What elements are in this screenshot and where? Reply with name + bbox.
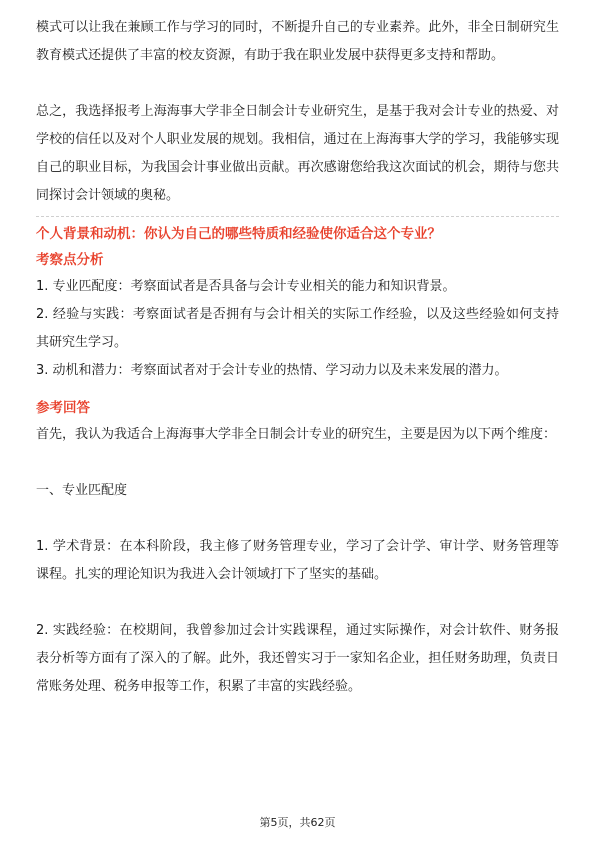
answer-item-1: 1. 学术背景：在本科阶段，我主修了财务管理专业，学习了会计学、审计学、财务管理等课程。扎实的理论知识为我进入会计领域打下了坚实的基础。 [36,539,559,582]
spacer [36,70,559,98]
spacer [36,505,559,533]
question-title: 个人背景和动机：你认为自己的哪些特质和经验使你适合这个专业？ [36,226,441,242]
paragraph-summary: 总之，我选择报考上海海事大学非全日制会计专业研究生，是基于我对会计专业的热爱、对学校的信任以及对个人职业发展的规划。我相信，通过在上海海事大学的学习，我能够实现自己的职业目标，为我国会计事业做出贡献。再次感谢您给我这次面试的机会，期待与您共同探讨会计领域的奥秘。 [36,104,559,203]
answer-heading: 参考回答 [36,400,90,416]
analysis-point-2: 2. 经验与实践：考察面试者是否拥有与会计相关的实际工作经验，以及这些经验如何支持其研究生学习。 [36,307,559,350]
spacer [36,385,559,395]
analysis-point-3: 3. 动机和潜力：考察面试者对于会计专业的热情、学习动力以及未来发展的潜力。 [36,363,508,378]
section-divider [36,216,559,217]
spacer [36,589,559,617]
analysis-point-1: 1. 专业匹配度：考察面试者是否具备与会计专业相关的能力和知识背景。 [36,279,456,294]
paragraph-intro-end: 模式可以让我在兼顾工作与学习的同时，不断提升自己的专业素养。此外，非全日制研究生教育模式还提供了丰富的校友资源，有助于我在职业发展中获得更多支持和帮助。 [36,20,559,63]
page-number: 第5页，共62页 [259,816,336,829]
analysis-heading: 考察点分析 [36,252,104,268]
spacer [36,449,559,477]
section-one-heading: 一、专业匹配度 [36,483,128,498]
answer-intro: 首先，我认为我适合上海海事大学非全日制会计专业的研究生，主要是因为以下两个维度： [36,427,557,442]
answer-item-2: 2. 实践经验：在校期间，我曾参加过会计实践课程，通过实际操作，对会计软件、财务报表分析等方面有了深入的了解。此外，我还曾实习于一家知名企业，担任财务助理，负责日常账务处理、税务申报等工作，积累了丰富的实践经验。 [36,623,559,694]
document-page [36,14,559,701]
